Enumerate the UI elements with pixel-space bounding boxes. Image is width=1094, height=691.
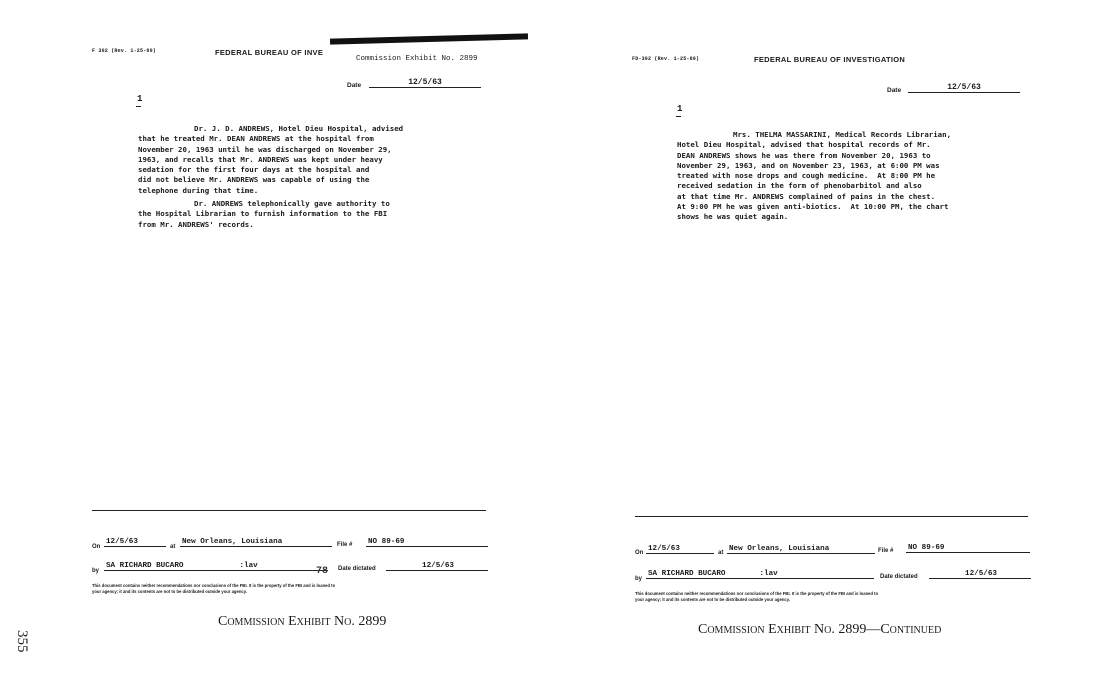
date-value: 12/5/63 bbox=[908, 83, 1020, 93]
fbi-disclaimer: This document contains neither recommendations nor conclusions of the FBI. It is the property of the FBI and is loaned to your agency; it and its contents are not to be distributed outside your agency. bbox=[635, 591, 879, 602]
date-label: Date bbox=[347, 82, 362, 89]
location: New Orleans, Louisiana bbox=[727, 545, 875, 554]
exhibit-caption: Commission Exhibit No. 2899 bbox=[218, 614, 387, 629]
agency-header: FEDERAL BUREAU OF INVE bbox=[215, 48, 324, 57]
redaction-mark bbox=[330, 33, 528, 44]
exhibit-stamp: Commission Exhibit No. 2899 bbox=[356, 55, 478, 63]
file-label: File # bbox=[878, 548, 894, 554]
date-dictated-label: Date dictated bbox=[880, 574, 918, 580]
agent-line bbox=[646, 570, 874, 579]
date-dictated-label: Date dictated bbox=[338, 566, 376, 572]
at-label: at bbox=[718, 550, 724, 556]
page-number-underline bbox=[136, 106, 141, 107]
typist-initials: :lav bbox=[239, 562, 258, 570]
form-number: F 302 (Rev. 1-25-60) bbox=[92, 48, 157, 54]
footer-rule bbox=[92, 510, 486, 511]
handwritten-mark: 78 bbox=[316, 566, 329, 577]
file-label: File # bbox=[337, 542, 353, 548]
page-number: 1 bbox=[677, 104, 683, 114]
agent-name: SA RICHARD BUCARO bbox=[648, 570, 726, 578]
exhibit-caption: Commission Exhibit No. 2899—Continued bbox=[698, 622, 942, 637]
body-paragraph-2: Dr. ANDREWS telephonically gave authority to the Hospital Librarian to furnish information to the FBI from Mr. ANDREWS' records. bbox=[138, 199, 390, 229]
on-date: 12/5/63 bbox=[104, 538, 166, 547]
page-folio-number: 355 bbox=[14, 630, 30, 653]
form-number: FD-302 (Rev. 1-25-60) bbox=[632, 56, 700, 62]
by-label: by bbox=[635, 576, 643, 582]
typist-initials: :lav bbox=[759, 570, 778, 578]
page-number: 1 bbox=[137, 94, 143, 104]
agent-line bbox=[104, 562, 328, 571]
right-document-page bbox=[547, 0, 1094, 691]
date-label: Date bbox=[887, 87, 902, 94]
page-number-underline bbox=[676, 116, 681, 117]
fbi-disclaimer: This document contains neither recommendations nor conclusions of the FBI. It is the property of the FBI and is loaned to your agency; it and its contents are not to be distributed outside your agency. bbox=[92, 583, 336, 594]
location: New Orleans, Louisiana bbox=[180, 538, 332, 547]
footer-rule bbox=[635, 516, 1028, 517]
agency-header: FEDERAL BUREAU OF INVESTIGATION bbox=[754, 55, 906, 64]
file-number: NO 89-69 bbox=[906, 544, 1030, 553]
on-label: On bbox=[635, 550, 644, 556]
date-dictated-value: 12/5/63 bbox=[386, 562, 488, 571]
on-date: 12/5/63 bbox=[646, 545, 714, 554]
body-paragraph-1: Mrs. THELMA MASSARINI, Medical Records Librarian, Hotel Dieu Hospital, advised that hospital records of Mr. DEAN ANDREWS shows he was there from November 20, 1963 to November 29, 1963, and on November 23, 1963, at 6:00 PM was treated with nose drops and cough medicine. At 8:00 PM he received sedation in the form of phenobarbitol and also at that time Mr. ANDREWS complained of pains in the chest. At 9:00 PM he was given anti-biotics. At 10:00 PM, the chart shows he was quiet again. bbox=[677, 130, 952, 222]
date-value: 12/5/63 bbox=[369, 78, 481, 88]
file-number: NO 89-69 bbox=[366, 538, 488, 547]
date-dictated-value: 12/5/63 bbox=[929, 570, 1031, 579]
on-label: On bbox=[92, 544, 101, 550]
at-label: at bbox=[170, 544, 176, 550]
agent-name: SA RICHARD BUCARO bbox=[106, 562, 184, 570]
body-paragraph-1: Dr. J. D. ANDREWS, Hotel Dieu Hospital, advised that he treated Mr. DEAN ANDREWS at the hospital from November 20, 1963 until he was discharged on November 29, 1963, and recalls that Mr. ANDREWS was kept under heavy sedation for the first four days at the hospital and did not believe Mr. ANDREWS was capable of using the telephone during that time. bbox=[138, 124, 404, 195]
by-label: by bbox=[92, 568, 100, 574]
